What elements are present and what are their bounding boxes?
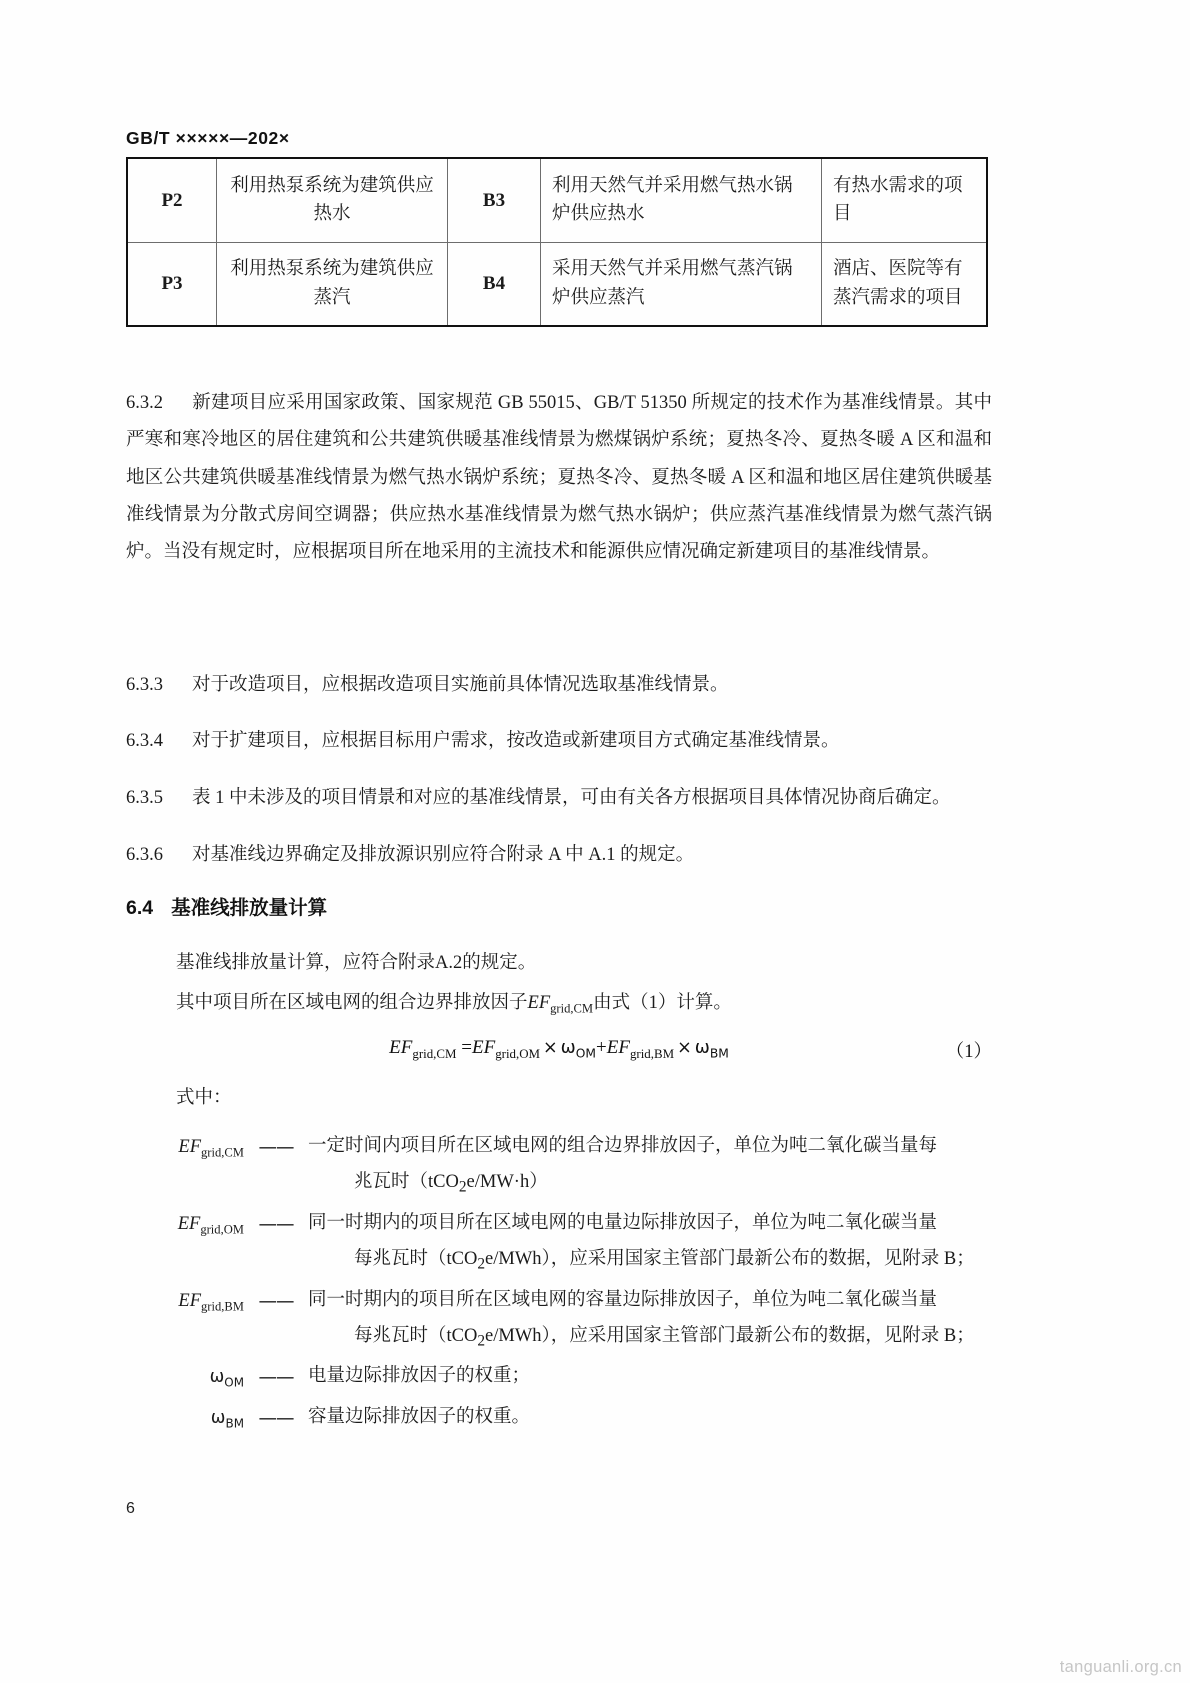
formula-operator-plus: + xyxy=(596,1037,607,1058)
formula-operator-multiply-2: × xyxy=(677,1038,692,1058)
where-label: 式中： xyxy=(176,1088,232,1108)
definition-description-line2: 每兆瓦时（tCO$_2$e/MWh），应采用国家主管部门最新公布的数据，见附录 B； xyxy=(354,1248,975,1273)
section-paragraph-1: 基准线排放量计算，应符合附录A.2的规定。 xyxy=(176,953,537,973)
clause-number: 6.3.2 xyxy=(126,393,163,413)
cell-note: 酒店、医院等有蒸汽需求的项目 xyxy=(822,242,988,326)
clause-number: 6.3.3 xyxy=(126,675,163,695)
cell-baseline-scenario: 利用天然气并采用燃气热水锅炉供应热水 xyxy=(541,158,822,242)
definition-symbol: $EF_{grid,BM}$ xyxy=(178,1290,244,1314)
definition-item-omega-bm xyxy=(126,1399,992,1437)
definition-description: 同一时期内的项目所在区域电网的电量边际排放因子，单位为吨二氧化碳当量 每兆瓦时（tCO$_2$e/MWh），应采用国家主管部门最新公布的数据，见附录 B； xyxy=(308,1205,992,1280)
table-row xyxy=(127,158,987,242)
definition-dash: —— xyxy=(258,1213,294,1235)
clause-6-3-3 xyxy=(126,667,992,704)
definition-item-ef-grid-cm xyxy=(126,1128,992,1203)
clause-6-3-5 xyxy=(126,780,992,817)
cell-project-code: P3 xyxy=(127,242,217,326)
formula-expression xyxy=(126,1037,992,1062)
clause-text: 对于改造项目，应根据改造项目实施前具体情况选取基准线情景。 xyxy=(192,675,729,695)
table-row xyxy=(127,242,987,326)
definition-symbol: $\omega_{BM}$ xyxy=(210,1407,244,1431)
definition-item-ef-grid-bm xyxy=(126,1282,992,1357)
cell-note: 有热水需求的项目 xyxy=(822,158,988,242)
clause-number: 6.3.4 xyxy=(126,731,163,751)
paragraph-text-before: 其中项目所在区域电网的组合边界排放因子 xyxy=(176,993,528,1013)
formula-number: （1） xyxy=(945,1042,992,1062)
baseline-scenario-table xyxy=(126,157,988,327)
section-paragraph-2 xyxy=(176,985,992,1022)
definition-dash: —— xyxy=(258,1367,294,1389)
section-title: 基准线排放量计算 xyxy=(171,897,328,919)
clause-6-3-6 xyxy=(126,837,992,874)
site-watermark: tanguanli.org.cn xyxy=(1059,1658,1182,1676)
running-header-standard-code: GB/T ×××××—202× xyxy=(126,128,290,148)
paragraph-text-after: 由式（1）计算。 xyxy=(593,993,732,1013)
clause-number: 6.3.6 xyxy=(126,845,163,865)
cell-project-scenario: 利用热泵系统为建筑供应热水 xyxy=(217,158,448,242)
definition-dash: —— xyxy=(258,1137,294,1158)
definition-description: 同一时期内的项目所在区域电网的容量边际排放因子，单位为吨二氧化碳当量 每兆瓦时（tCO$_2$e/MWh），应采用国家主管部门最新公布的数据，见附录 B； xyxy=(308,1282,992,1357)
definition-description: 容量边际排放因子的权重。 xyxy=(308,1406,531,1427)
definition-item-ef-grid-om xyxy=(126,1205,992,1280)
formula-operator-multiply: × xyxy=(543,1038,558,1058)
definition-dash: —— xyxy=(258,1290,294,1312)
page-number: 6 xyxy=(126,1500,135,1517)
cell-project-scenario: 利用热泵系统为建筑供应蒸汽 xyxy=(217,242,448,326)
formula-weight-om: $\omega_{OM}$ xyxy=(560,1037,597,1061)
definition-symbol: $EF_{grid,CM}$ xyxy=(178,1137,244,1160)
symbol-ef-grid-cm: $EF_{grid,CM}$ xyxy=(527,993,594,1016)
clause-text: 表 1 中未涉及的项目情景和对应的基准线情景，可由有关各方根据项目具体情况协商后确定。 xyxy=(192,788,951,808)
formula-lhs: $EF_{grid,CM}$ xyxy=(389,1037,457,1061)
formula-1 xyxy=(126,1037,992,1062)
clause-number: 6.3.5 xyxy=(126,788,163,808)
definition-description: 电量边际排放因子的权重； xyxy=(308,1366,531,1387)
definition-item-omega-om xyxy=(126,1358,992,1396)
definition-description-line2: 每兆瓦时（tCO$_2$e/MWh），应采用国家主管部门最新公布的数据，见附录 B； xyxy=(354,1325,975,1350)
formula-term-om: $EF_{grid,OM}$ xyxy=(471,1037,541,1061)
cell-baseline-code: B3 xyxy=(448,158,541,242)
definition-symbol: $EF_{grid,OM}$ xyxy=(177,1213,244,1237)
definition-description: 一定时间内项目所在区域电网的组合边界排放因子，单位为吨二氧化碳当量每 兆瓦时（tCO$_2$e/MW·h） xyxy=(308,1128,992,1203)
formula-equals: = xyxy=(461,1037,472,1058)
clause-6-3-4 xyxy=(126,723,992,760)
clause-text: 对于扩建项目，应根据目标用户需求，按改造或新建项目方式确定基准线情景。 xyxy=(192,731,840,751)
clause-text: 新建项目应采用国家政策、国家规范 GB 55015、GB/T 51350 所规定的技术作为基准线情景。其中严寒和寒冷地区的居住建筑和公共建筑供暖基准线情景为燃煤锅炉系统；夏热冬冷、夏热冬暖 A 区和温和地区公共建筑供暖基准线情景为燃气热水锅炉系统；夏热冬冷、夏热冬暖 A 区和温和地区居住建筑供暖基准线情景为分散式房间空调器；供应热水基准线情景为燃气热水锅炉；供应蒸汽基准线情景为燃气蒸汽锅炉。当没有规定时，应根据项目所在地采用的主流技术和能源供应情况确定新建项目的基准线情景。 xyxy=(126,393,992,563)
clause-6-3-2 xyxy=(126,385,992,572)
definition-dash: —— xyxy=(258,1407,294,1429)
section-number: 6.4 xyxy=(126,897,154,919)
definition-description-line2: 兆瓦时（tCO$_2$e/MW·h） xyxy=(354,1172,548,1196)
formula-weight-bm: $\omega_{BM}$ xyxy=(694,1037,729,1061)
definition-symbol: $\omega_{OM}$ xyxy=(209,1367,244,1390)
clause-text: 对基准线边界确定及排放源识别应符合附录 A 中 A.1 的规定。 xyxy=(192,845,695,865)
cell-baseline-scenario: 采用天然气并采用燃气蒸汽锅炉供应蒸汽 xyxy=(541,242,822,326)
symbol-definition-list xyxy=(126,1128,992,1439)
formula-term-bm: $EF_{grid,BM}$ xyxy=(606,1037,675,1061)
cell-baseline-code: B4 xyxy=(448,242,541,326)
cell-project-code: P2 xyxy=(127,158,217,242)
section-heading-6-4 xyxy=(126,892,327,920)
